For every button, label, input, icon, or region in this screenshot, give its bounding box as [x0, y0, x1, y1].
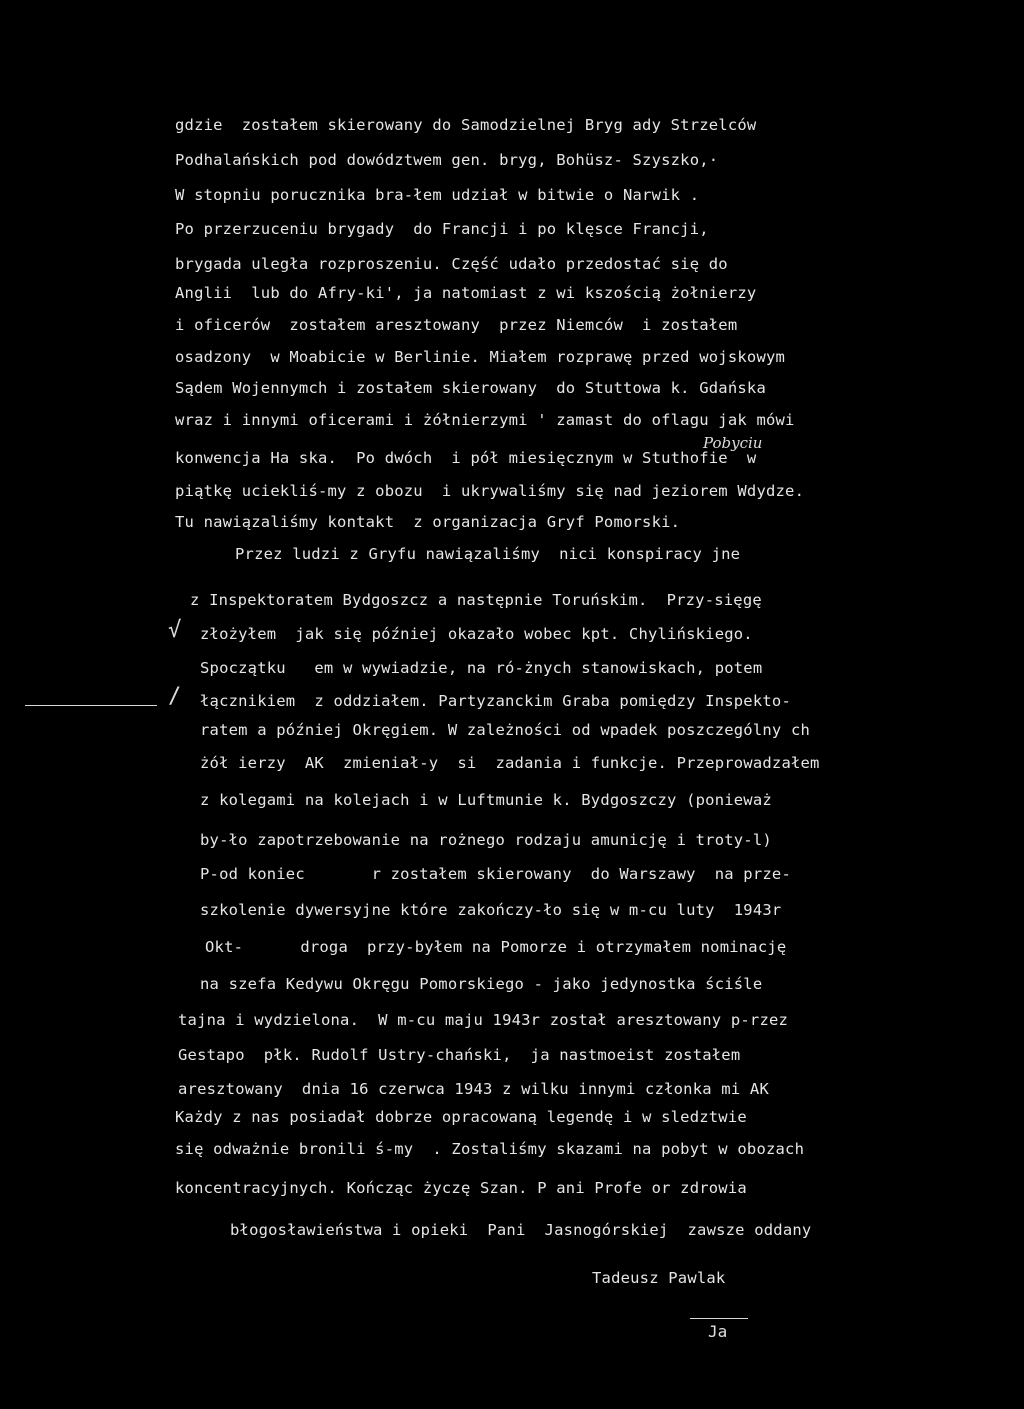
text-line-21: z kolegami na kolejach i w Luftmunie k. Bydgoszczy (ponieważ — [200, 791, 772, 809]
text-line-6: Anglii lub do Afry-ki', ja natomiast z wi kszością żołnierzy — [175, 284, 757, 302]
text-line-12: piątkę uciekliś-my z obozu i ukrywaliśmy się nad jeziorem Wdydze. — [175, 482, 805, 500]
text-line-3: W stopniu porucznika bra-łem udział w bitwie o Narwik . — [175, 186, 700, 204]
text-line-32: koncentracyjnych. Kończąc życzę Szan. P ani Profe or zdrowia — [175, 1179, 747, 1197]
text-line-33: błogosławieństwa i opieki Pani Jasnogórskiej zawsze oddany — [230, 1221, 812, 1239]
signature-name: Tadeusz Pawlak — [592, 1269, 726, 1287]
text-line-20: żół ierzy AK zmieniał-y si zadania i funkcje. Przeprowadzałem — [200, 754, 820, 772]
text-line-17: Spoczątku em w wywiadzie, na ró-żnych stanowiskach, potem — [200, 659, 763, 677]
text-line-7: i oficerów zostałem aresztowany przez Niemców i zostałem — [175, 316, 738, 334]
text-line-22: by-ło zapotrzebowanie na rożnego rodzaju amunicję i troty-l) — [200, 831, 772, 849]
text-line-1: gdzie zostałem skierowany do Samodzielnej Bryg ady Strzelców — [175, 116, 757, 134]
text-line-9: Sądem Wojennymch i zostałem skierowany do Stuttowa k. Gdańska — [175, 379, 766, 397]
text-line-27: tajna i wydzielona. W m-cu maju 1943r został aresztowany p-rzez — [178, 1011, 789, 1029]
text-line-28: Gestapo płk. Rudolf Ustry-chański, ja nastmoeist zostałem — [178, 1046, 741, 1064]
text-line-8: osadzony w Moabicie w Berlinie. Miałem rozprawę przed wojskowym — [175, 348, 786, 366]
text-line-18: łącznikiem z oddziałem. Partyzanckim Graba pomiędzy Inspekto- — [200, 692, 791, 710]
text-line-31: się odważnie bronili ś-my . Zostaliśmy skazami na pobyt w obozach — [175, 1140, 805, 1158]
text-line-4: Po przerzuceniu brygady do Francji i po klęsce Francji, — [175, 220, 709, 238]
text-line-10: wraz i innymi oficerami i żółnierzymi ' zamast do oflagu jak mówi — [175, 411, 795, 429]
text-line-2: Podhalańskich pod dowództwem gen. bryg, Bohüsz- Szyszko,· — [175, 151, 719, 169]
text-line-11: konwencja Ha ska. Po dwóch i pół miesięcznym w Stuthofie w — [175, 449, 757, 467]
signature-rule — [690, 1318, 748, 1319]
text-line-13: Tu nawiązaliśmy kontakt z organizacja Gryf Pomorski. — [175, 513, 681, 531]
text-line-25: Okt- droga przy-byłem na Pomorze i otrzymałem nominację — [205, 938, 787, 956]
text-line-19: ratem a później Okręgiem. W zależności od wpadek poszczególny ch — [200, 721, 811, 739]
handwritten-note: Pobyciu — [703, 434, 763, 452]
margin-rule — [25, 705, 157, 706]
text-line-23: P-od koniec r zostałem skierowany do Warszawy na prze- — [200, 865, 791, 883]
text-line-5: brygada uległa rozproszeniu. Część udało przedostać się do — [175, 255, 728, 273]
text-line-14: Przez ludzi z Gryfu nawiązaliśmy nici konspiracy jne — [235, 545, 741, 563]
check-mark-1: √ — [168, 618, 182, 643]
text-line-26: na szefa Kedywu Okręgu Pomorskiego - jako jedynostka ściśle — [200, 975, 763, 993]
text-line-29: aresztowany dnia 16 czerwca 1943 z wilku innymi członka mi AK — [178, 1080, 769, 1098]
check-mark-2: / — [168, 684, 182, 709]
signature-mark: Ja — [708, 1322, 728, 1341]
text-line-24: szkolenie dywersyjne które zakończy-ło się w m-cu luty 1943r — [200, 901, 782, 919]
text-line-15: z Inspektoratem Bydgoszcz a następnie Toruńskim. Przy-sięgę — [190, 591, 762, 609]
text-line-30: Każdy z nas posiadał dobrze opracowaną legendę i w sledztwie — [175, 1108, 747, 1126]
text-line-16: złożyłem jak się później okazało wobec kpt. Chylińskiego. — [200, 625, 753, 643]
